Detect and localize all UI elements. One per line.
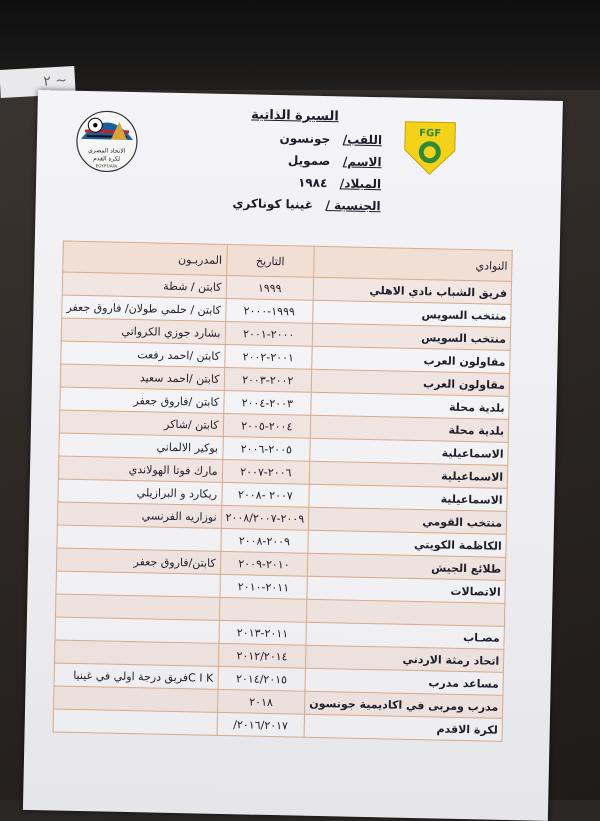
coach-cell: C I Kفريق درجة اولي في غينيا xyxy=(54,663,218,689)
club-cell: فريق الشباب نادي الاهلي xyxy=(313,277,511,304)
coach-cell xyxy=(55,594,219,620)
coach-cell: كابتن /احمد سعيد xyxy=(60,364,224,390)
date-cell: ١٩٩٩ xyxy=(226,275,314,300)
coach-cell: نوزاريه الفرنسي xyxy=(57,502,221,528)
date-cell xyxy=(219,597,307,622)
date-cell: ٢٠٠٤-٢٠٠٥ xyxy=(223,413,311,438)
date-cell: ٢٠١٨ xyxy=(217,689,305,714)
club-cell: اتحاد رمثة الاردني xyxy=(306,645,504,672)
coach-cell: بوكير الالماني xyxy=(59,433,223,459)
coach-cell: كابتن / حلمي طولان/ فاروق جعفر xyxy=(62,295,226,321)
coach-cell: كابتن /احمد رفعت xyxy=(61,341,225,367)
date-cell: ٢٠١١-٢٠١٠ xyxy=(219,574,307,599)
coach-cell xyxy=(56,571,220,597)
club-cell: مساعد مدرب xyxy=(305,668,503,695)
coach-cell xyxy=(54,686,218,712)
egyptian-fa-logo xyxy=(74,109,139,174)
coach-cell xyxy=(55,640,219,666)
date-cell: ٢٠١١-٢٠١٣ xyxy=(218,620,306,645)
date-cell: ٢٠٠٧ -٢٠٠٨ xyxy=(221,482,309,507)
date-cell: ٢٠٠٣-٢٠٠٤ xyxy=(223,390,311,415)
coach-cell: مارك فوتا الهولاندي xyxy=(58,456,222,482)
club-cell: لكرة الاقدم xyxy=(304,714,502,741)
coach-cell: كابتن/فاروق جعفر xyxy=(56,548,220,574)
guinea-logo-text: FGF xyxy=(419,127,442,140)
header-date: التاريخ xyxy=(226,244,314,277)
nickname-value: جونسون xyxy=(279,131,331,147)
date-cell: ٢٠٠٠-٢٠٠١ xyxy=(225,321,313,346)
club-cell: الكاظمة الكويتي xyxy=(308,530,506,557)
cv-title: السيرة الذاتية xyxy=(251,107,339,125)
club-cell: منتخب القومي xyxy=(308,507,506,534)
cv-sheet xyxy=(23,90,563,821)
date-cell: ٢٠١٢/٢٠١٤ xyxy=(218,643,306,668)
birth-value: ١٩٨٤ xyxy=(297,175,328,191)
club-cell: الاسماعيلية xyxy=(309,484,507,511)
coach-cell xyxy=(55,617,219,643)
birth-label: الميلاد/ xyxy=(339,176,382,192)
header-coach: المدربـون xyxy=(63,241,227,275)
date-cell: ٢٠٠٩-٢٠٠٨ xyxy=(220,528,308,553)
cv-header xyxy=(205,104,382,218)
coach-cell: ريكارد و البرازيلي xyxy=(58,479,222,505)
header-club: النوادي xyxy=(314,246,513,281)
date-cell: ٢٠٠١-٢٠٠٢ xyxy=(224,344,312,369)
coach-cell: كابتن /فاروق جعفر xyxy=(60,387,224,413)
coach-cell xyxy=(53,709,217,735)
coach-cell xyxy=(57,525,221,551)
nickname-label: اللقب/ xyxy=(342,132,383,148)
club-cell: منتخب السويس xyxy=(312,323,510,350)
club-cell: منتخب السويس xyxy=(313,300,511,327)
date-cell: ٢٠٠٦-٢٠٠٧ xyxy=(222,459,310,484)
name-label: الاسم/ xyxy=(342,154,382,170)
date-cell: ١٩٩٩-٢٠٠٠ xyxy=(225,298,313,323)
club-cell: الاسماعيلية xyxy=(310,438,508,465)
egypt-logo-text-en: EGYPT/AFA xyxy=(95,163,118,169)
club-cell: طلائع الجيش xyxy=(308,553,506,580)
date-cell: ٢٠١٤/٢٠١٥ xyxy=(218,666,306,691)
date-cell: ٢٠٠٢-٢٠٠٣ xyxy=(224,367,312,392)
club-cell: مقاولون العرب xyxy=(312,346,510,373)
career-table xyxy=(53,241,513,742)
date-cell: ٢٠٠٥-٢٠٠٦ xyxy=(222,436,310,461)
nationality-value: غينيا كوناكري xyxy=(232,196,314,212)
nationality-line xyxy=(205,192,380,218)
name-value: صمويل xyxy=(287,153,331,169)
nationality-label: الجنسية / xyxy=(325,198,381,214)
club-cell: الاسماعيلية xyxy=(309,461,507,488)
coach-cell: كابتن / شطة xyxy=(62,272,226,298)
club-cell: مقاولون العرب xyxy=(311,369,509,396)
coach-cell: كابتن /شاكر xyxy=(59,410,223,436)
club-cell: بلدية محلة xyxy=(311,392,509,419)
coach-cell: بشارد جوزي الكرواتي xyxy=(61,318,225,344)
paper-scrap: ٢ ~ xyxy=(0,66,76,98)
club-cell: مدرب ومربى في اكاديمية جونسون xyxy=(305,691,503,718)
club-cell: الاتصالات xyxy=(307,576,505,603)
club-cell: مصـاب xyxy=(306,622,504,649)
date-cell: ٢٠١٦/٢٠١٧/ xyxy=(217,712,305,737)
date-cell: ٢٠١٠-٢٠٠٩ xyxy=(220,551,308,576)
egypt-logo-text-bottom: لكرة القدم xyxy=(93,155,121,163)
club-cell: بلدية محلة xyxy=(310,415,508,442)
egypt-logo-text-top: الاتحاد المصري xyxy=(88,147,126,155)
guinea-fa-logo xyxy=(398,116,461,177)
date-cell: ٢٠٠٩-٢٠٠٨/٢٠٠٧ xyxy=(221,505,309,530)
